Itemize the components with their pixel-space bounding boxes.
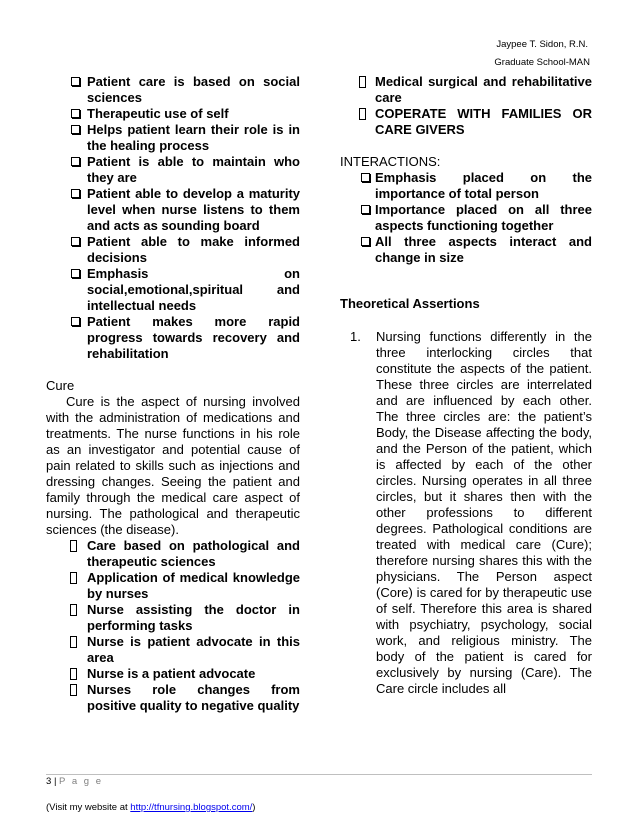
right-column	[340, 74, 592, 697]
list-item: Nurses role changes from positive quality to negative quality	[46, 682, 300, 714]
checkbox-bullet-icon	[71, 109, 80, 118]
checkbox-bullet-icon	[71, 317, 80, 326]
checkbox-bullet-icon	[71, 237, 80, 246]
list-item: Emphasis placed on the importance of total person	[340, 170, 592, 202]
page-label: P a g e	[59, 776, 103, 787]
checkbox-bullet-icon	[361, 173, 370, 182]
checkbox-bullet-icon	[71, 125, 80, 134]
footer-note	[46, 802, 255, 813]
list-item: Patient able to make informed decisions	[46, 234, 300, 266]
list-item: Patient is able to maintain who they are	[46, 154, 300, 186]
list-item: Therapeutic use of self	[46, 106, 300, 122]
list-item: Care based on pathological and therapeutic sciences	[46, 538, 300, 570]
page-number-value: 3	[46, 776, 52, 787]
care-bullet-list	[340, 74, 592, 138]
list-item	[340, 329, 592, 697]
interactions-bullet-list	[340, 170, 592, 266]
missing-glyph-bullet-icon	[70, 684, 77, 696]
list-item: Emphasis on social,emotional,spiritual and intellectual needs	[46, 266, 300, 314]
left-column	[46, 74, 300, 714]
interactions-heading: INTERACTIONS:	[340, 154, 441, 169]
missing-glyph-bullet-icon	[70, 540, 77, 552]
item-number: 1.	[350, 329, 361, 344]
visit-prefix: (Visit my website at	[46, 802, 131, 813]
theoretical-assertions-heading: Theoretical Assertions	[340, 296, 480, 311]
list-item: Importance placed on all three aspects functioning together	[340, 202, 592, 234]
list-item: Patient makes more rapid progress towards recovery and rehabilitation	[46, 314, 300, 362]
cure-heading: Cure	[46, 378, 75, 393]
school-name: Graduate School-MAN	[494, 57, 590, 68]
visit-suffix: )	[252, 802, 256, 813]
list-item: Medical surgical and rehabilitative care	[340, 74, 592, 106]
missing-glyph-bullet-icon	[70, 572, 77, 584]
cure-bullet-list	[46, 538, 300, 714]
core-bullet-list	[46, 74, 300, 362]
checkbox-bullet-icon	[71, 77, 80, 86]
list-item: Helps patient learn their role is in the healing process	[46, 122, 300, 154]
checkbox-bullet-icon	[71, 157, 80, 166]
list-item: All three aspects interact and change in size	[340, 234, 592, 266]
footer-divider	[46, 774, 592, 775]
checkbox-bullet-icon	[71, 189, 80, 198]
list-item: Nurse is patient advocate in this area	[46, 634, 300, 666]
list-item: Nurse assisting the doctor in performing tasks	[46, 602, 300, 634]
list-item: Patient able to develop a maturity level when nurse listens to them and acts as sounding board	[46, 186, 300, 234]
author-name: Jaypee T. Sidon, R.N.	[496, 39, 589, 50]
list-item: COPERATE WITH FAMILIES OR CARE GIVERS	[340, 106, 592, 138]
list-item: Application of medical knowledge by nurses	[46, 570, 300, 602]
item-text: Nursing functions differently in the three interlocking circles that constitute the aspects of the patient. These three circles are interrelated and are influenced by each other. The three circles are: the patient’s Body, the Disease affecting the body, and the Person of the patient, which is affected by each of the other circles. Nursing operates in all three circles, but it shares then with the other professions to different degrees. Pathological conditions are treated with medical care (Cure); therefore nursing shares this with the physicians. The Person aspect (Core) is cared for by therapeutic use of self. Therefore this area is shared with psychiatry, psychology, social work, and religious ministry. The body of the patient is cared for exclusively by nursing (Care). The Care circle includes all	[376, 329, 592, 696]
missing-glyph-bullet-icon	[359, 108, 366, 120]
theoretical-assertions-list	[340, 329, 592, 697]
list-item: Patient care is based on social sciences	[46, 74, 300, 106]
missing-glyph-bullet-icon	[70, 636, 77, 648]
list-item: Nurse is a patient advocate	[46, 666, 300, 682]
missing-glyph-bullet-icon	[70, 604, 77, 616]
page-separator: |	[53, 776, 57, 787]
missing-glyph-bullet-icon	[359, 76, 366, 88]
page-header	[494, 36, 590, 72]
website-link[interactable]: http://tfnursing.blogspot.com/	[130, 802, 253, 813]
page-number	[46, 776, 103, 787]
checkbox-bullet-icon	[361, 237, 370, 246]
checkbox-bullet-icon	[71, 269, 80, 278]
missing-glyph-bullet-icon	[70, 668, 77, 680]
cure-paragraph: Cure is the aspect of nursing involved with the administration of medications and treatments. The nurse functions in his role as an investigator and potential cause of pain related to skills such as injections and dressing changes. Seeing the patient and family through the medical care aspect of nursing. The pathological and therapeutic sciences (the disease).	[46, 394, 300, 537]
checkbox-bullet-icon	[361, 205, 370, 214]
